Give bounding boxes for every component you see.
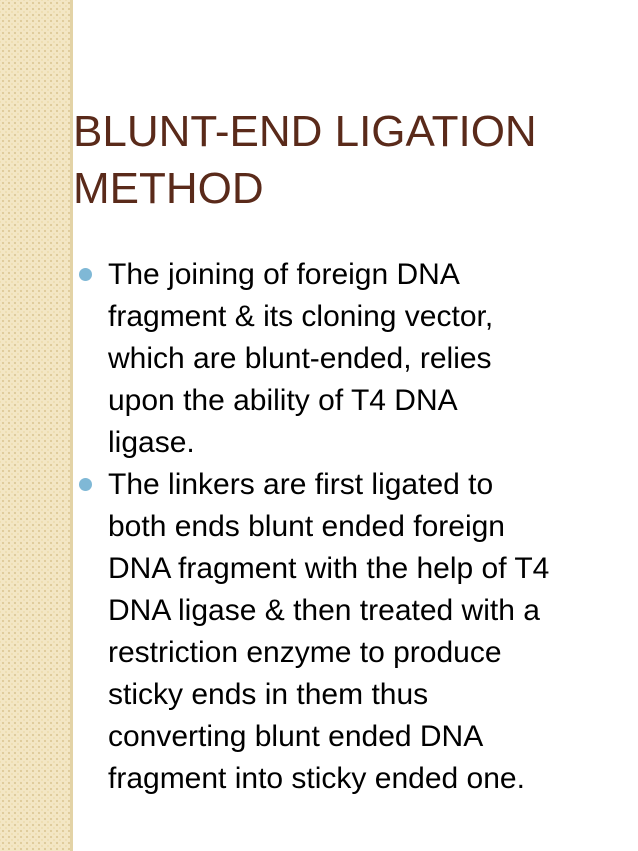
bullet-1-line-1: The joining of foreign DNA bbox=[108, 258, 460, 291]
bullet-2-line-4: DNA ligase & then treated with a bbox=[108, 594, 540, 627]
bullet-2-line-2: both ends blunt ended foreign bbox=[108, 510, 505, 543]
bullet-1-line-3: which are blunt-ended, relies bbox=[108, 342, 492, 375]
title-line-1: BLUNT-END LIGATION bbox=[73, 107, 537, 156]
bullet-1-line-4: upon the ability of T4 DNA bbox=[108, 384, 458, 417]
bullet-2-line-5: restriction enzyme to produce bbox=[108, 636, 502, 669]
bullet-dot-icon bbox=[79, 478, 92, 491]
bullet-item-1 bbox=[73, 254, 633, 464]
bullet-item-2 bbox=[73, 464, 633, 800]
bullet-2-line-8: fragment into sticky ended one. bbox=[108, 762, 525, 795]
bullet-2-line-7: converting blunt ended DNA bbox=[108, 720, 484, 753]
slide-title bbox=[73, 103, 633, 217]
bullet-dot-icon bbox=[79, 268, 92, 281]
bullet-list bbox=[73, 254, 633, 800]
bullet-2-line-6: sticky ends in them thus bbox=[108, 678, 429, 711]
decorative-side-band bbox=[0, 0, 70, 851]
title-line-2: METHOD bbox=[73, 164, 264, 213]
bullet-1-line-5: ligase. bbox=[108, 426, 195, 459]
bullet-2-line-1: The linkers are first ligated to bbox=[108, 468, 494, 501]
bullet-1-line-2: fragment & its cloning vector, bbox=[108, 300, 494, 333]
bullet-2-line-3: DNA fragment with the help of T4 bbox=[108, 552, 550, 585]
